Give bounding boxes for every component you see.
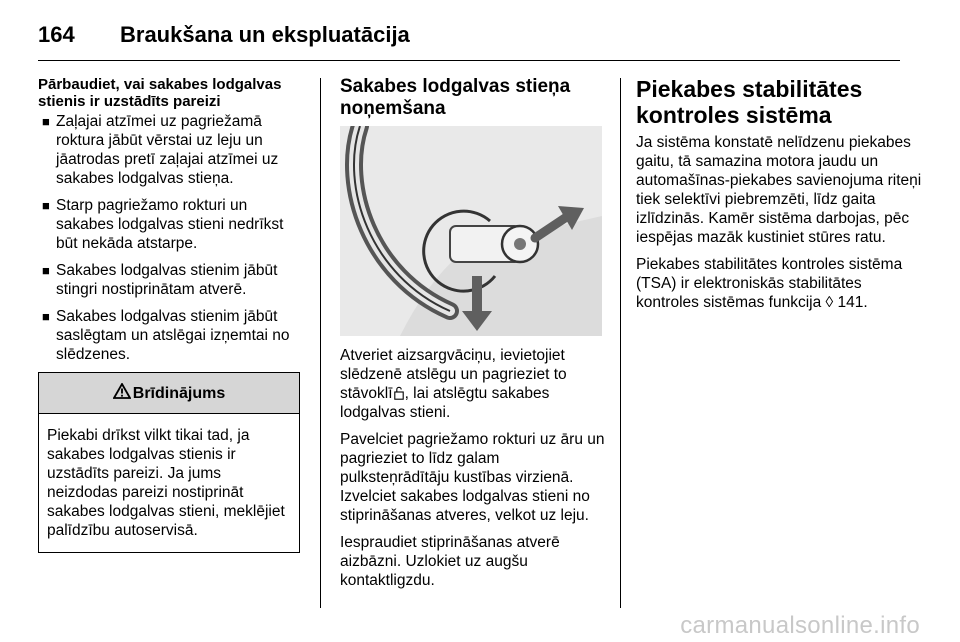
bullet-square-icon: ■ bbox=[42, 263, 50, 278]
warning-header bbox=[39, 373, 299, 414]
body-paragraph-2 bbox=[636, 255, 926, 312]
list-item-text: Starp pagriežamo rokturi un sakabes lodgalvas stieni nedrīkst būt nekāda atstarpe. bbox=[56, 197, 284, 252]
instruction-paragraph-3: Iespraudiet stiprināšanas atverē aizbāzni. Uzlokiet uz augšu kontaktligzdu. bbox=[340, 534, 560, 589]
bullet-square-icon: ■ bbox=[42, 114, 50, 129]
page-number: 164 bbox=[38, 22, 75, 47]
instruction-paragraph-2: Pavelciet pagriežamo rokturi uz āru un pagrieziet to līdz galam pulksteņrādītāju kustības virzienā. Izvelciet sakabes lodgalvas stieni no stiprināšanas atveres, velkot uz leju. bbox=[340, 431, 605, 524]
instruction-paragraph-1 bbox=[340, 346, 606, 422]
header-rule bbox=[38, 60, 900, 61]
warning-text: Piekabi drīkst vilkt tikai tad, ja sakabes lodgalvas stienis ir uzstādīts pareizi. Ja jums neizdodas pareizi nostiprināt sakabes lodgalvas stieni, meklējiet palīdzību autoservisā. bbox=[47, 427, 285, 539]
unlock-icon bbox=[394, 386, 404, 400]
section-heading: Piekabes stabilitātes kontroles sistēma bbox=[636, 76, 863, 128]
list-item bbox=[38, 112, 306, 188]
list-item bbox=[38, 307, 306, 364]
bullet-square-icon: ■ bbox=[42, 198, 50, 213]
list-item-text: Zaļajai atzīmei uz pagriežamā roktura jābūt vērstai uz leju un jāatrodas pretī zaļajai atzīmei uz sakabes lodgalvas stieņa. bbox=[56, 113, 279, 187]
paragraph-text: , lai atslēgtu sakabes lodgalvas stieni. bbox=[340, 385, 550, 421]
tow-bar-removal-illustration bbox=[340, 126, 602, 336]
warning-title: Brīdinājums bbox=[132, 384, 226, 402]
column-middle bbox=[340, 76, 606, 598]
list-item bbox=[38, 261, 306, 299]
column-divider-left bbox=[320, 78, 321, 608]
warning-triangle-icon bbox=[113, 383, 131, 404]
column-left bbox=[38, 76, 306, 553]
section-subheading: Pārbaudiet, vai sakabes lodgalvas stienis ir uzstādīts pareizi bbox=[38, 76, 282, 110]
check-list bbox=[38, 112, 306, 364]
page-reference-icon: ◊ bbox=[825, 294, 834, 311]
list-item-text: Sakabes lodgalvas stienim jābūt saslēgtam un atslēgai izņemtai no slēdzenes. bbox=[56, 308, 290, 363]
page-header bbox=[38, 20, 410, 50]
warning-box bbox=[38, 372, 300, 553]
page-title: Braukšana un ekspluatācija bbox=[120, 22, 410, 47]
section-heading: Sakabes lodgalvas stieņa noņemšana bbox=[340, 76, 571, 119]
body-paragraph-1: Ja sistēma konstatē nelīdzenu piekabes gaitu, tā samazina motora jaudu un automašīnas-piekabes savienojuma riteņi tiek selektīvi piebremzēti, līdz gaita izlīdzinās. Kamēr sistēma darbojas, pēc iespējas mazāk kustiniet stūres ratu. bbox=[636, 134, 922, 246]
paragraph-text: Atveriet aizsargvāciņu, ievietojiet slēdzenē atslēgu un pagrieziet to stāvoklī bbox=[340, 347, 567, 402]
watermark: carmanualsonline.info bbox=[680, 612, 920, 639]
column-right bbox=[636, 76, 926, 320]
paragraph-text: Piekabes stabilitātes kontroles sistēma (TSA) ir elektroniskās stabilitātes kontroles sistēmas funkcija bbox=[636, 256, 903, 311]
column-divider-right bbox=[620, 78, 621, 608]
list-item bbox=[38, 196, 306, 253]
list-item-text: Sakabes lodgalvas stienim jābūt stingri nostiprinātam atverē. bbox=[56, 262, 278, 298]
page-reference-link[interactable]: 141. bbox=[837, 294, 868, 311]
bullet-square-icon: ■ bbox=[42, 309, 50, 324]
